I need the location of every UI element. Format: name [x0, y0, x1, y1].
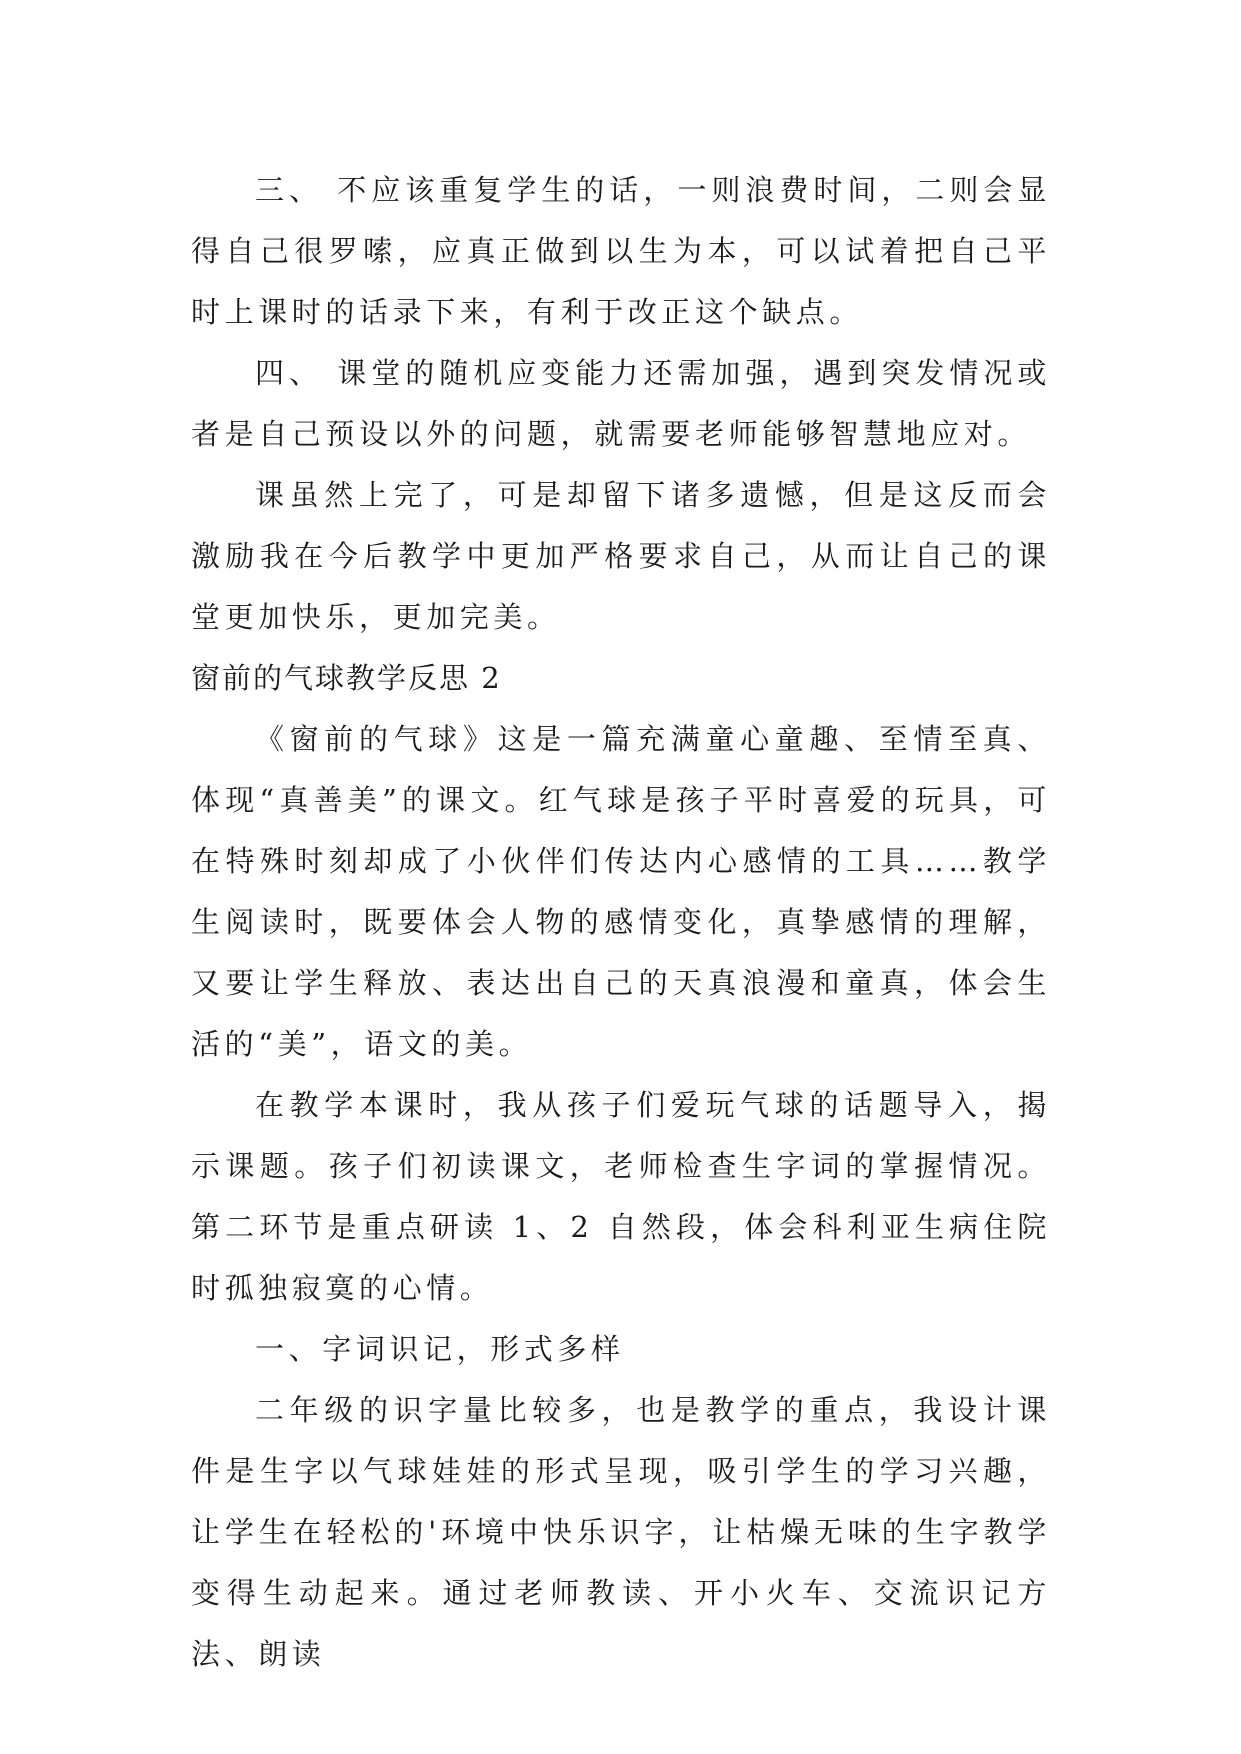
paragraph-word-recognition: 二年级的识字量比较多，也是教学的重点，我设计课件是生字以气球娃娃的形式呈现，吸引学生的学习兴趣，让学生在轻松的'环境中快乐识字，让枯燥无味的生字教学变得生动起来。通过老师教读、开小火车、交流识记方法、朗读	[191, 1393, 1051, 1671]
document-page	[191, 160, 1051, 1685]
subheading-word-recognition: 一、字词识记，形式多样	[255, 1332, 625, 1366]
paragraph-point-four: 四、 课堂的随机应变能力还需加强，遇到突发情况或者是自己预设以外的问题，就需要老师能够智慧地应对。	[191, 356, 1051, 451]
section-heading: 窗前的气球教学反思 2	[191, 661, 502, 695]
paragraph-conclusion: 课虽然上完了，可是却留下诸多遗憾，但是这反而会激励我在今后教学中更加严格要求自己，从而让自己的课堂更加快乐，更加完美。	[191, 478, 1051, 634]
paragraph-point-three: 三、 不应该重复学生的话，一则浪费时间，二则会显得自己很罗嗦，应真正做到以生为本，可以试着把自己平时上课时的话录下来，有利于改正这个缺点。	[191, 173, 1051, 329]
paragraph-intro: 《窗前的气球》这是一篇充满童心童趣、至情至真、体现“真善美”的课文。红气球是孩子平时喜爱的玩具，可在特殊时刻却成了小伙伴们传达内心感情的工具……教学生阅读时，既要体会人物的感情变化，真挚感情的理解，又要让学生释放、表达出自己的天真浪漫和童真，体会生活的“美”，语文的美。	[191, 722, 1051, 1061]
paragraph-teaching-process: 在教学本课时，我从孩子们爱玩气球的话题导入，揭示课题。孩子们初读课文，老师检查生字词的掌握情况。第二环节是重点研读 1、2 自然段，体会科利亚生病住院时孤独寂寞的心情。	[191, 1088, 1051, 1305]
